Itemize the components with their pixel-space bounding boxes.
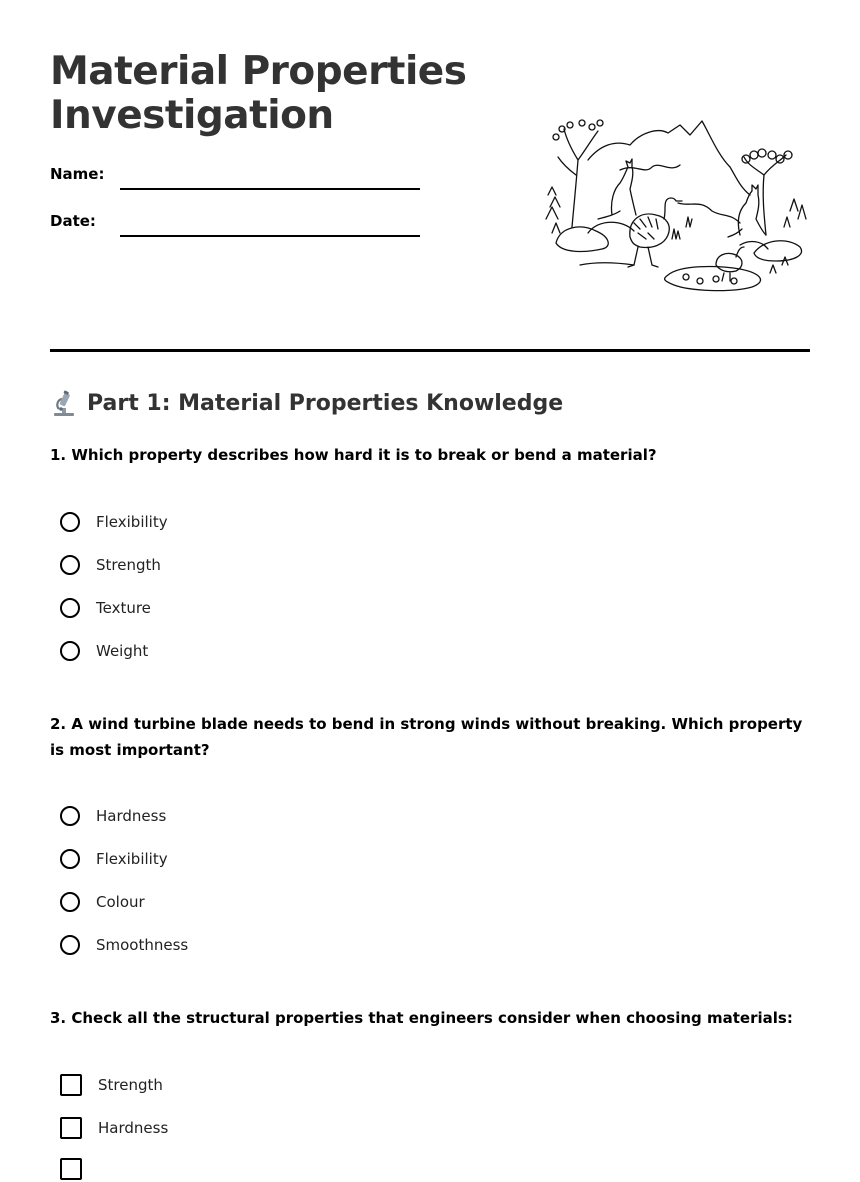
option-label: Texture: [96, 599, 151, 617]
header-divider: [50, 349, 810, 352]
radio-button[interactable]: [60, 512, 80, 532]
option-label: Smoothness: [96, 936, 189, 954]
option-label: Strength: [98, 1076, 163, 1094]
radio-button[interactable]: [60, 849, 80, 869]
question-1: 1. Which property describes how hard it is to break or bend a material?: [50, 446, 657, 464]
checkbox[interactable]: [60, 1074, 82, 1096]
option-label: Flexibility: [96, 850, 168, 868]
question-2: 2. A wind turbine blade needs to bend in strong winds without breaking. Which property is most important?: [50, 715, 803, 759]
q1-option-weight[interactable]: [60, 638, 148, 664]
radio-button[interactable]: [60, 892, 80, 912]
q2-option-smoothness[interactable]: [60, 932, 188, 958]
option-label: Strength: [96, 556, 161, 574]
option-label: Weight: [96, 642, 149, 660]
radio-button[interactable]: [60, 555, 80, 575]
date-field[interactable]: [50, 212, 420, 242]
q3-option-hardness[interactable]: [60, 1115, 168, 1141]
title-line-1: Material Properties: [50, 49, 467, 94]
q1-option-flexibility[interactable]: [60, 509, 168, 535]
name-field[interactable]: [50, 165, 420, 195]
date-label: Date:: [50, 212, 96, 230]
q3-option-strength[interactable]: [60, 1072, 163, 1098]
date-line[interactable]: [120, 235, 420, 237]
microscope-icon: [50, 390, 78, 418]
option-label: Colour: [96, 893, 145, 911]
q2-option-colour[interactable]: [60, 889, 145, 915]
page-title: [50, 50, 466, 138]
radio-button[interactable]: [60, 641, 80, 661]
q2-option-flexibility[interactable]: [60, 846, 168, 872]
option-label: Hardness: [96, 807, 167, 825]
q3-option-partial[interactable]: [60, 1156, 98, 1182]
question-3: 3. Check all the structural properties that engineers consider when choosing materials:: [50, 1009, 793, 1027]
checkbox[interactable]: [60, 1158, 82, 1180]
q1-option-texture[interactable]: [60, 595, 151, 621]
q2-option-hardness[interactable]: [60, 803, 166, 829]
q1-option-strength[interactable]: [60, 552, 161, 578]
section-title-text: Part 1: Material Properties Knowledge: [87, 391, 564, 416]
radio-button[interactable]: [60, 806, 80, 826]
title-line-2: Investigation: [50, 93, 334, 138]
radio-button[interactable]: [60, 935, 80, 955]
radio-button[interactable]: [60, 598, 80, 618]
name-line[interactable]: [120, 188, 420, 190]
option-label: Hardness: [98, 1119, 169, 1137]
name-label: Name:: [50, 165, 105, 183]
australian-outback-animals-illustration: [540, 115, 810, 295]
checkbox[interactable]: [60, 1117, 82, 1139]
option-label: Flexibility: [96, 513, 168, 531]
section-title: [50, 388, 563, 420]
